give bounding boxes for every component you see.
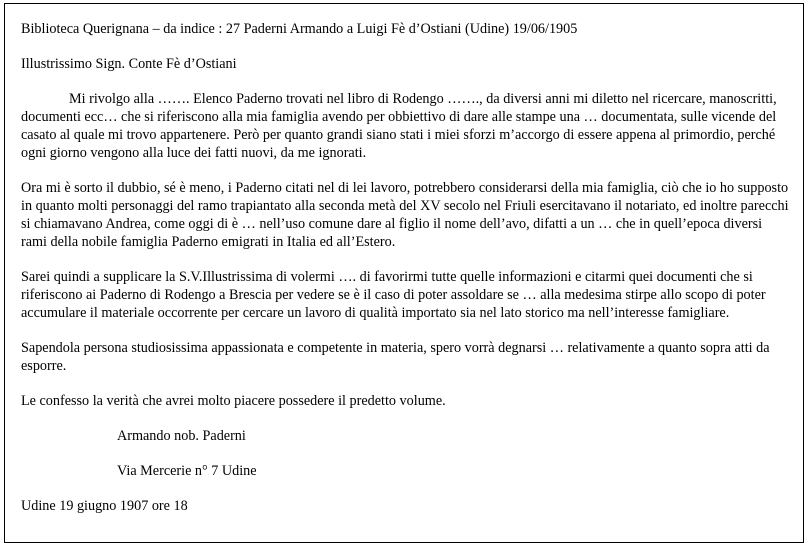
paragraph-5: Le confesso la verità che avrei molto piacere possedere il predetto volume.	[21, 393, 446, 409]
paragraph-2: Ora mi è sorto il dubbio, sé è meno, i Paderno citati nel di lei lavoro, potrebbero considerarsi della mia famiglia, ciò che io ho supposto in quanto molti personaggi del ramo trapiantato alla seconda metà del XV secolo nel Friuli esercitavano il notariato, ed inoltre parecchi si chiamavano Andrea, come oggi di è … nell’uso comune dare al figlio il nome dell’avo, difatti a un … che in quell’epoca diversi rami della nobile famiglia Paderno emigrati in Italia ed all’Estero.	[21, 180, 789, 250]
date-line: Udine 19 giugno 1907 ore 18	[21, 498, 188, 514]
letter-content	[21, 20, 791, 515]
paragraph-4: Sapendola persona studiosissima appassionata e competente in materia, spero vorrà degnarsi … relativamente a quanto sopra atti da esporre.	[21, 340, 770, 374]
address: Via Mercerie n° 7 Udine	[117, 463, 257, 479]
document-title: Biblioteca Querignana – da indice : 27 Paderni Armando a Luigi Fè d’Ostiani (Udine) 19/06/1905	[21, 21, 578, 37]
paragraph-3: Sarei quindi a supplicare la S.V.Illustrissima di volermi …. di favorirmi tutte quelle informazioni e citarmi quei documenti che si riferiscono ai Paderno di Rodengo a Brescia per vedere se è il caso di poter assoldare se … alla medesima stirpe allo scopo di poter accumulare il materiale occorrente per cercare un lavoro di qualità importato sia nel lato storico ma nell’interesse famigliare.	[21, 269, 766, 321]
salutation: Illustrissimo Sign. Conte Fè d’Ostiani	[21, 56, 237, 72]
paragraph-1: Mi rivolgo alla ……. Elenco Paderno trovati nel libro di Rodengo ……., da diversi anni mi diletto nel ricercare, manoscritti, documenti ecc… che si riferiscono alla mia famiglia avendo per obbiettivo di dare alle stampe una … documentata, sulle vicende del casato al quale mi trovo appartenere. Però per quanto grandi siano stati i miei sforzi m’accorgo di essere appena al primordio, perché ogni giorno vengono alla luce dei fatti nuovi, da me ignorati.	[21, 91, 777, 161]
document-frame	[4, 3, 804, 543]
signature: Armando nob. Paderni	[117, 428, 246, 444]
